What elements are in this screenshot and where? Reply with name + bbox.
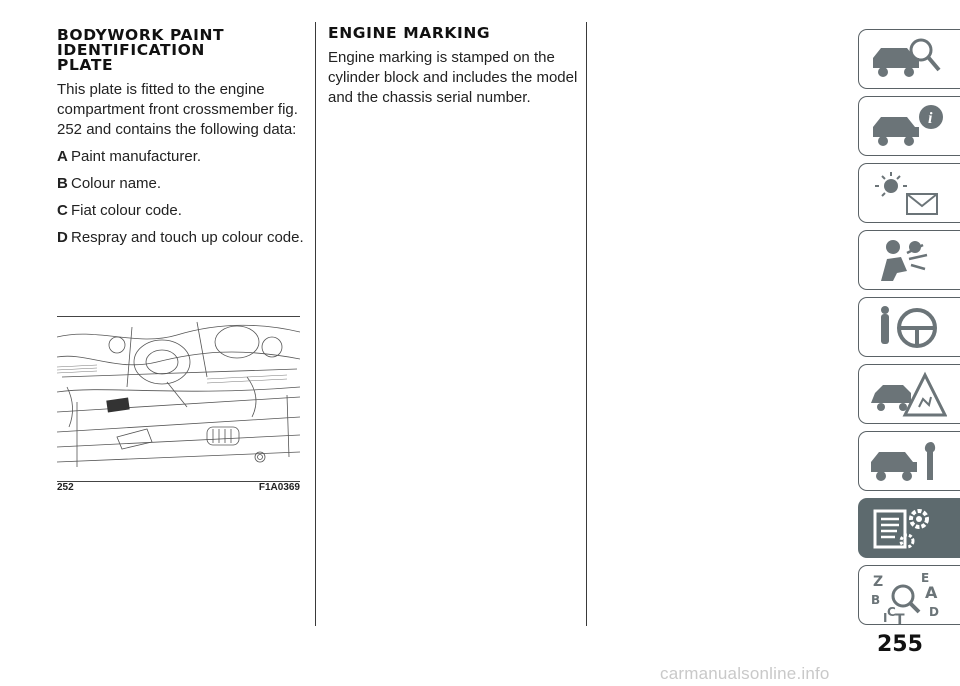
list-item-text: Colour name. [71, 175, 162, 192]
tab-warning-lights[interactable] [858, 163, 960, 223]
figure-number: 252 [57, 482, 74, 493]
svg-text:T: T [895, 612, 905, 626]
list-item-text: Paint manufacturer. [71, 148, 202, 165]
tab-getting-to-know-car[interactable] [858, 29, 960, 89]
tab-in-an-emergency[interactable] [858, 364, 960, 424]
svg-text:i: i [928, 110, 933, 127]
paint-identification-plate [106, 398, 129, 413]
tab-index[interactable] [858, 565, 960, 625]
bodywork-paint-description: This plate is fitted to the engine compartment front crossmember fig. 252 and contains the following data: [57, 81, 298, 138]
engine-compartment-figure [57, 316, 300, 482]
alphabetical-index-icon [867, 570, 947, 626]
list-item-key: A [57, 148, 68, 165]
column-divider [586, 22, 587, 626]
engine-marking-section [328, 26, 578, 108]
tab-knowing-instrument-panel[interactable] [858, 96, 960, 156]
warning-light-envelope-icon [867, 168, 947, 220]
svg-text:E: E [921, 571, 930, 585]
list-item-text: Fiat colour code. [71, 202, 182, 219]
car-breakdown-warning-icon [867, 369, 947, 421]
car-info-icon [867, 101, 947, 153]
tab-starting-driving[interactable] [858, 297, 960, 357]
tab-safety[interactable] [858, 230, 960, 290]
technical-data-gear-icon [867, 503, 947, 555]
list-item-key: D [57, 229, 68, 246]
svg-text:D: D [929, 605, 939, 619]
page-number: 255 [877, 632, 923, 657]
tab-technical-specifications[interactable] [858, 498, 960, 558]
list-item [57, 174, 305, 194]
bodywork-paint-section [57, 28, 305, 255]
engine-line-drawing [57, 317, 300, 481]
heading-line: BODYWORK PAINT [57, 26, 225, 44]
tab-servicing-care[interactable] [858, 431, 960, 491]
figure-code: F1A0369 [258, 482, 300, 493]
steering-wheel-key-icon [867, 302, 947, 354]
car-magnifier-icon [867, 34, 947, 86]
list-item [57, 147, 305, 167]
airbag-passenger-icon [867, 235, 947, 287]
svg-text:B: B [871, 593, 881, 607]
svg-text:C: C [887, 605, 896, 619]
list-item-key: B [57, 175, 68, 192]
column-divider [315, 22, 316, 626]
engine-marking-description: Engine marking is stamped on the cylinder block and includes the model and the chassis serial number. [328, 49, 578, 106]
svg-text:Z: Z [873, 574, 884, 590]
list-item [57, 228, 305, 248]
paint-data-list [57, 147, 305, 248]
list-item-text: Respray and touch up colour code. [71, 229, 304, 246]
svg-text:A: A [925, 583, 938, 602]
watermark: carmanualsonline.info [660, 664, 830, 683]
engine-marking-heading: ENGINE MARKING [328, 24, 491, 42]
heading-line: PLATE [57, 56, 114, 74]
heading-line: IDENTIFICATION [57, 41, 205, 59]
list-item-key: C [57, 202, 68, 219]
list-item [57, 201, 305, 221]
car-wrench-icon [867, 436, 947, 488]
svg-text:I: I [883, 611, 888, 625]
bodywork-paint-heading [57, 28, 305, 73]
